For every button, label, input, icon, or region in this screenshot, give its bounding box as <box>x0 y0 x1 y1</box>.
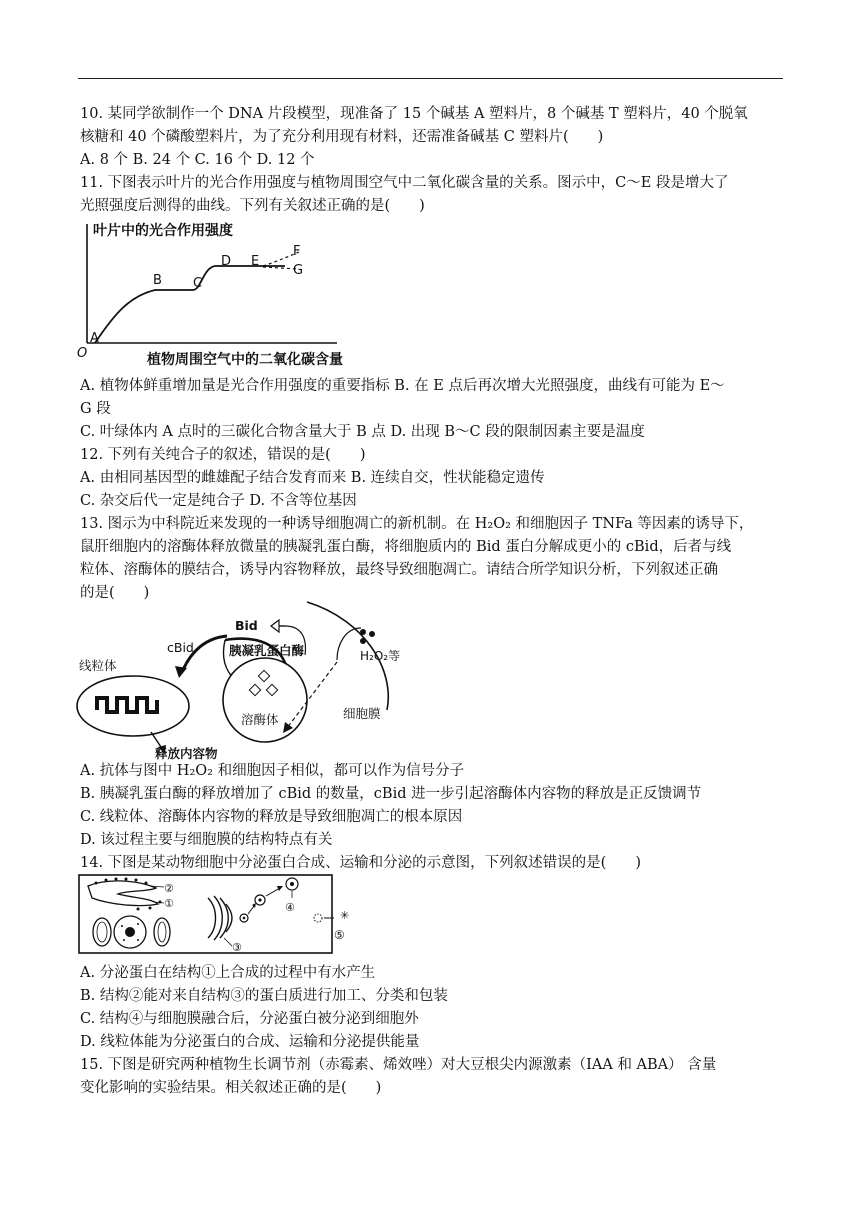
graph-point-B: B <box>153 273 162 288</box>
h2o2-dot <box>360 638 366 644</box>
label-4: ④ <box>285 901 295 914</box>
q11-options-CD: C. 叶绿体内 A 点时的三碳化合物含量大于 B 点 D. 出现 B～C 段的限制因素主要是温度 <box>80 424 645 440</box>
graph-point-G: G <box>293 263 304 278</box>
q10-stem-line1: 10. 某同学欲制作一个 DNA 片段模型，现准备了 15 个碱基 A 塑料片，8 个碱基 T 塑料片，40 个脱氧 <box>80 106 748 122</box>
q13-apoptosis-diagram <box>75 600 420 760</box>
label-lyso: 溶酶体 <box>241 712 279 727</box>
h2o2-dot <box>360 629 366 635</box>
q13-stem-line3: 粒体、溶酶体的膜结合，诱导内容物释放，最终导致细胞凋亡。请结合所学知识分析，下列叙述正确 <box>80 562 718 578</box>
label-2: ② <box>164 882 174 895</box>
h2o2-arrow <box>337 628 361 660</box>
q11-photosynthesis-graph <box>75 218 375 368</box>
label-5: ⑤ <box>334 928 345 942</box>
mitochondrion <box>77 676 189 736</box>
label-h2o2: H₂O₂等 <box>360 649 401 663</box>
q14-option-D: D. 线粒体能为分泌蛋白的合成、运输和分泌提供能量 <box>80 1034 420 1050</box>
q13-option-C: C. 线粒体、溶酶体内容物的释放是导致细胞凋亡的根本原因 <box>80 809 463 825</box>
graph-point-A: A <box>90 331 99 346</box>
label-cbid: cBid <box>167 640 194 655</box>
q10-options: A. 8 个 B. 24 个 C. 16 个 D. 12 个 <box>80 152 315 168</box>
label-bid: Bid <box>235 618 258 633</box>
q15-stem-line1: 15. 下图是研究两种植物生长调节剂（赤霉素、烯效唑）对大豆根尖内源激素（IAA 和 ABA） 含量 <box>80 1057 717 1073</box>
q11-options-AB-line1: A. 植物体鲜重增加量是光合作用强度的重要指标 B. 在 E 点后再次增大光照强度，曲线有可能为 E～ <box>80 378 725 394</box>
graph-ylabel: 叶片中的光合作用强度 <box>93 223 233 239</box>
graph-xlabel: 植物周围空气中的二氧化碳含量 <box>147 352 343 368</box>
q11-stem-line1: 11. 下图表示叶片的光合作用强度与植物周围空气中二氧化碳含量的关系。图示中，C～E 段是增大了 <box>80 175 729 191</box>
q13-option-D: D. 该过程主要与细胞膜的结构特点有关 <box>80 832 333 848</box>
label-membrane: 细胞膜 <box>343 706 381 721</box>
graph-curve <box>95 266 285 343</box>
h2o2-dot <box>369 631 375 637</box>
q12-options-CD: C. 杂交后代一定是纯合子 D. 不含等位基因 <box>80 493 357 509</box>
q13-stem-line1: 13. 图示为中科院近来发现的一种诱导细胞凋亡的新机制。在 H₂O₂ 和细胞因子 TNFa 等因素的诱导下， <box>80 516 754 532</box>
q10-stem-line2: 核糖和 40 个磷酸塑料片，为了充分利用现有材料，还需准备碱基 C 塑料片( ) <box>80 129 604 145</box>
label-enzyme: 胰凝乳蛋白酶 <box>229 643 305 658</box>
graph-point-C: C <box>193 276 203 291</box>
q14-option-A: A. 分泌蛋白在结构①上合成的过程中有水产生 <box>80 965 376 981</box>
q14-option-B: B. 结构②能对来自结构③的蛋白质进行加工、分类和包装 <box>80 988 448 1004</box>
label-3: ③ <box>232 941 242 954</box>
label-1: ① <box>164 897 174 910</box>
q12-stem: 12. 下列有关纯合子的叙述，错误的是( ) <box>80 447 366 463</box>
label-mito: 线粒体 <box>79 658 117 673</box>
q13-stem-line2: 鼠肝细胞内的溶酶体释放微量的胰凝乳蛋白酶，将细胞质内的 Bid 蛋白分解成更小的 cBid，后者与线 <box>80 539 732 555</box>
q15-stem-line2: 变化影响的实验结果。相关叙述正确的是( ) <box>80 1080 382 1096</box>
graph-point-E: E <box>251 254 260 269</box>
q12-options-AB: A. 由相同基因型的雌雄配子结合发育而来 B. 连续自交，性状能稳定遗传 <box>80 470 545 486</box>
q11-options-AB-line2: G 段 <box>80 401 111 417</box>
q14-secretion-diagram <box>78 874 334 956</box>
secreted-protein-icon: ✳ <box>340 909 350 922</box>
q13-option-B: B. 胰凝乳蛋白酶的释放增加了 cBid 的数量，cBid 进一步引起溶酶体内容物的释放是正反馈调节 <box>80 786 702 802</box>
mito-cristae <box>97 698 157 712</box>
q14-option-C: C. 结构④与细胞膜融合后，分泌蛋白被分泌到细胞外 <box>80 1011 419 1027</box>
q13-stem-line4: 的是( ) <box>80 585 150 601</box>
graph-origin: O <box>77 346 88 361</box>
graph-point-F: F <box>293 244 301 259</box>
lysosome <box>223 658 307 742</box>
q13-option-A: A. 抗体与图中 H₂O₂ 和细胞因子相似，都可以作为信号分子 <box>80 763 465 779</box>
label-release: 释放内容物 <box>155 746 218 760</box>
graph-point-D: D <box>221 254 232 269</box>
header-rule <box>78 78 783 79</box>
q14-stem: 14. 下图是某动物细胞中分泌蛋白合成、运输和分泌的示意图，下列叙述错误的是( ) <box>80 855 641 871</box>
q11-stem-line2: 光照强度后测得的曲线。下列有关叙述正确的是( ) <box>80 198 425 214</box>
exocytosis-vesicle <box>314 914 322 922</box>
